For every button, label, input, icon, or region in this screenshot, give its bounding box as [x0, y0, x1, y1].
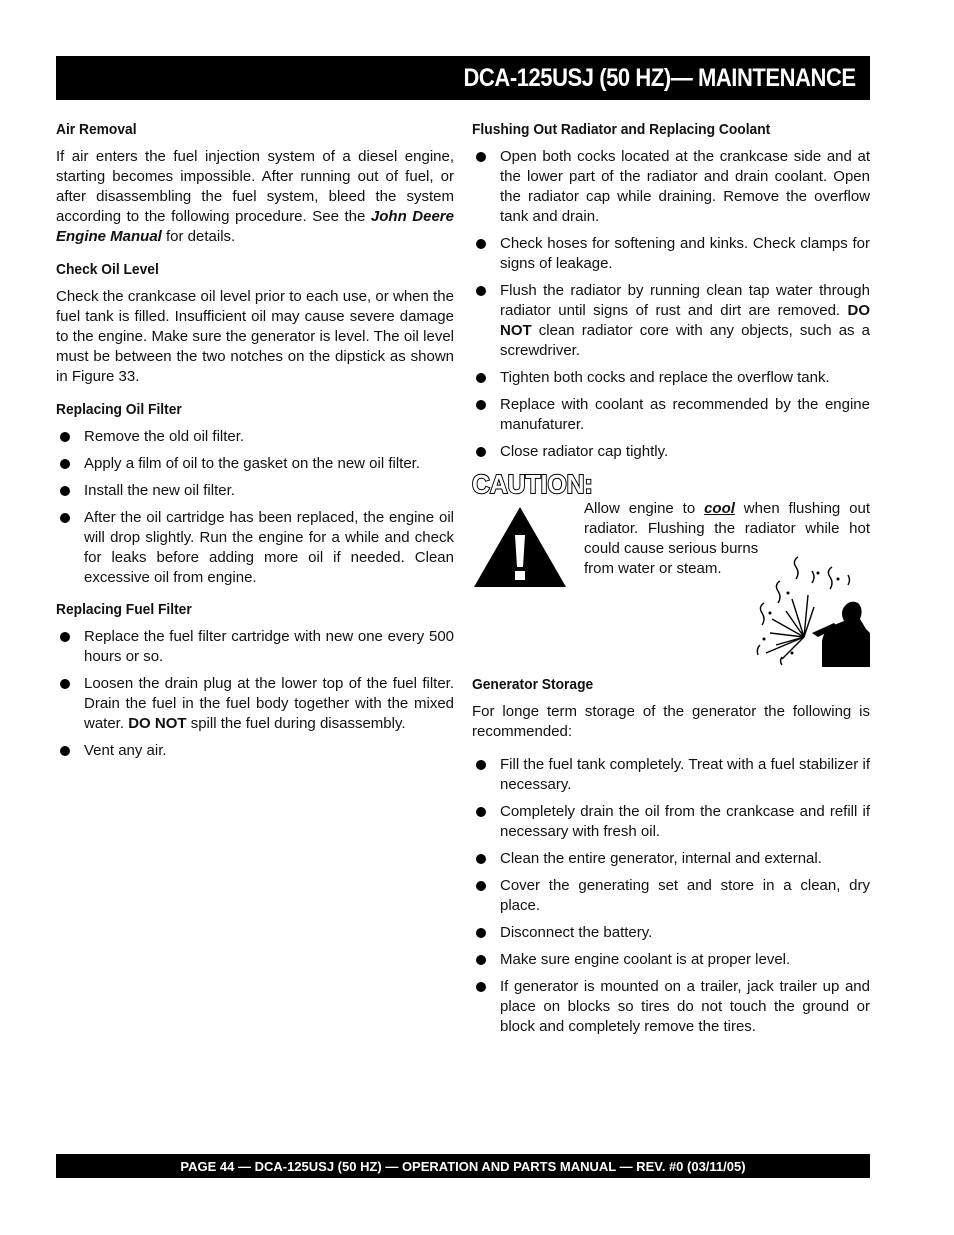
- do-not-emphasis: DO NOT: [500, 302, 870, 339]
- list-item-text-end: spill the fuel during disassembly.: [186, 715, 406, 732]
- list-item-text: Fill the fuel tank completely. Treat with a fuel stabilizer if necessary.: [500, 756, 870, 793]
- left-column: [56, 120, 454, 773]
- list-item: [56, 454, 454, 474]
- list-item-text: Make sure engine coolant is at proper level.: [500, 951, 791, 968]
- list-item: [472, 849, 870, 869]
- caution-body: [472, 499, 870, 669]
- air-removal-heading: Air Removal: [56, 121, 137, 138]
- list-item: [56, 508, 454, 588]
- page-footer: [56, 1154, 870, 1178]
- bullet-icon: [60, 432, 70, 442]
- storage-list: [472, 755, 870, 1037]
- list-item-text: Remove the old oil filter.: [84, 428, 245, 445]
- list-item-text: Close radiator cap tightly.: [500, 443, 669, 460]
- bullet-icon: [60, 679, 70, 689]
- list-item: [472, 923, 870, 943]
- list-item-text: Replace with coolant as recommended by the engine manufaturer.: [500, 396, 870, 433]
- list-item: [472, 442, 870, 462]
- air-removal-text-end: for details.: [161, 228, 236, 245]
- air-removal-text-start: If air enters the fuel injection system of a diesel engine, starting becomes impossible. After running out of fuel, or after disassembling the fuel system, bleed the system according to the following procedure. See the: [56, 148, 454, 225]
- fuel-filter-list: [56, 627, 454, 761]
- footer-text: PAGE 44 — DCA-125USJ (50 HZ) — OPERATION AND PARTS MANUAL — REV. #0 (03/11/05): [180, 1158, 746, 1174]
- air-removal-text: [56, 147, 454, 247]
- bullet-icon: [60, 486, 70, 496]
- right-column: [472, 120, 870, 1049]
- bullet-icon: [60, 513, 70, 523]
- bullet-icon: [476, 373, 486, 383]
- bullet-icon: [476, 760, 486, 770]
- list-item-text: Flush the radiator by running clean tap water through radiator until signs of rust and dirt are removed.: [500, 282, 870, 319]
- list-item-text: Apply a film of oil to the gasket on the new oil filter.: [84, 455, 421, 472]
- bullet-icon: [476, 928, 486, 938]
- list-item: [56, 427, 454, 447]
- caution-text-mid: when flushing out radiator. Flushing the radiator while hot could cause serious burns: [584, 500, 871, 557]
- list-item-text: Tighten both cocks and replace the overflow tank.: [500, 369, 830, 386]
- list-item: [472, 147, 870, 227]
- flushing-heading: Flushing Out Radiator and Replacing Coolant: [472, 121, 771, 138]
- bullet-icon: [476, 854, 486, 864]
- warning-triangle-icon: [472, 505, 568, 589]
- caution-title: CAUTION:: [472, 469, 593, 499]
- cool-emphasis: cool: [704, 500, 735, 517]
- list-item: [472, 876, 870, 916]
- list-item-text: Disconnect the battery.: [500, 924, 653, 941]
- list-item-text: Check hoses for softening and kinks. Check clamps for signs of leakage.: [500, 235, 870, 272]
- bullet-icon: [476, 447, 486, 457]
- list-item: [472, 755, 870, 795]
- list-item: [56, 627, 454, 667]
- steam-burn-illustration: [752, 549, 870, 667]
- list-item: [472, 395, 870, 435]
- bullet-icon: [476, 881, 486, 891]
- flushing-list: [472, 147, 870, 462]
- bullet-icon: [476, 286, 486, 296]
- do-not-emphasis: DO NOT: [128, 715, 187, 732]
- caution-text-start: Allow engine to: [584, 500, 705, 517]
- list-item: [472, 802, 870, 842]
- list-item: [56, 674, 454, 734]
- bullet-icon: [476, 400, 486, 410]
- oil-filter-heading: Replacing Oil Filter: [56, 401, 182, 418]
- bullet-icon: [60, 632, 70, 642]
- list-item-text: Completely drain the oil from the crankcase and refill if necessary with fresh oil.: [500, 803, 870, 840]
- caution-box: [472, 469, 871, 669]
- check-oil-heading: Check Oil Level: [56, 261, 159, 278]
- list-item-text: Loosen the drain plug at the lower top of the fuel filter. Drain the fuel in the fuel body together with the mixed water.: [84, 675, 454, 732]
- bullet-icon: [60, 459, 70, 469]
- list-item: [472, 977, 870, 1037]
- bullet-icon: [60, 746, 70, 756]
- page-title: DCA-125USJ (50 HZ)— MAINTENANCE: [463, 63, 856, 92]
- list-item-text: Replace the fuel filter cartridge with new one every 500 hours or so.: [84, 628, 454, 665]
- page-header: [56, 56, 870, 100]
- list-item-text: After the oil cartridge has been replaced, the engine oil will drop slightly. Run the engine for a while and check for leaks before adding more oil if needed. Clean excessive oil from engine.: [84, 509, 454, 586]
- caution-text-end: from water or steam.: [584, 560, 722, 577]
- fuel-filter-heading: Replacing Fuel Filter: [56, 601, 192, 618]
- list-item-text: If generator is mounted on a trailer, jack trailer up and place on blocks so tires do not touch the ground or block and completely remove the tires.: [500, 978, 870, 1035]
- bullet-icon: [476, 807, 486, 817]
- bullet-icon: [476, 239, 486, 249]
- list-item-text-end: clean radiator core with any objects, such as a screwdriver.: [500, 322, 870, 359]
- list-item: [472, 281, 870, 361]
- list-item-text: Cover the generating set and store in a clean, dry place.: [500, 877, 870, 914]
- bullet-icon: [476, 152, 486, 162]
- check-oil-text: Check the crankcase oil level prior to each use, or when the fuel tank is filled. Insufficient oil may cause severe damage to the engine. Make sure the generator is level. The oil level must be between the two notches on the dipstick as shown in Figure 33.: [56, 288, 454, 385]
- list-item: [472, 234, 870, 274]
- oil-filter-list: [56, 427, 454, 588]
- bullet-icon: [476, 982, 486, 992]
- list-item: [472, 368, 870, 388]
- list-item: [56, 481, 454, 501]
- list-item-text: Install the new oil filter.: [84, 482, 235, 499]
- storage-intro: For longe term storage of the generator the following is recommended:: [472, 703, 870, 740]
- bullet-icon: [476, 955, 486, 965]
- engine-manual-reference: John Deere Engine Manual: [56, 208, 454, 245]
- list-item-text: Open both cocks located at the crankcase side and at the lower part of the radiator and drain coolant. Open the radiator cap while draining. Remove the overflow tank and drain.: [500, 148, 870, 225]
- list-item: [472, 950, 870, 970]
- list-item-text: Vent any air.: [84, 742, 167, 759]
- list-item-text: Clean the entire generator, internal and external.: [500, 850, 822, 867]
- storage-heading: Generator Storage: [472, 676, 594, 693]
- list-item: [56, 741, 454, 761]
